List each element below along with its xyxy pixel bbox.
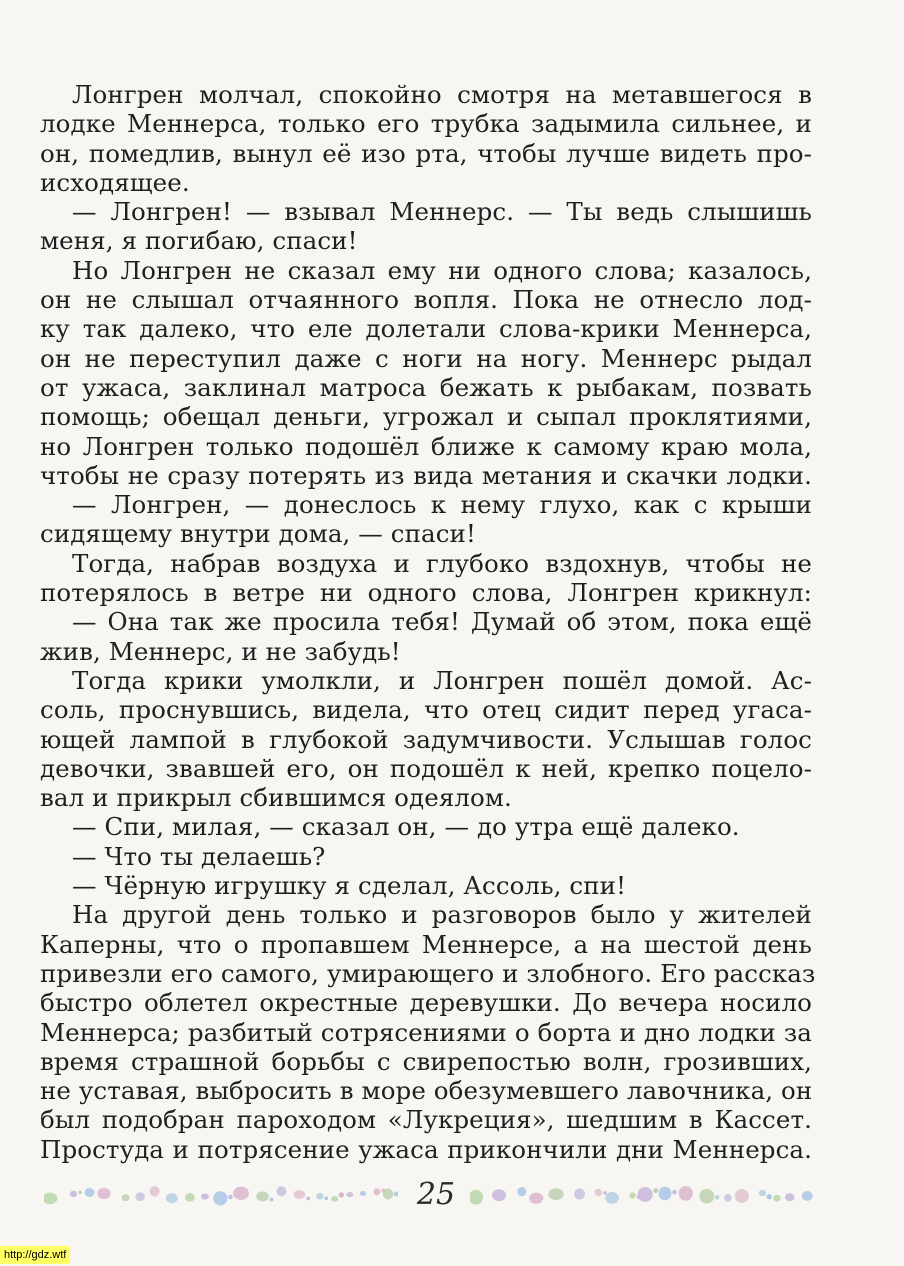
text-line: не уставая, выбросить в море обезумевшего лавочника, он [40,1076,813,1106]
decorative-dot [213,1191,227,1205]
text-line: быстро облетел окрестные деревушки. До вечера носило [40,988,812,1018]
decorative-dot [339,1192,344,1197]
text-line: потерялось в ветре ни одного слова, Лонгрен крикнул: [40,578,812,608]
text-line: Но Лонгрен не сказал ему ни одного слова; казалось, [72,255,812,285]
text-line: Лонгрен молчал, спокойно смотря на метавшегося в [72,80,812,109]
decorative-dot [294,1190,305,1199]
decorative-dot [574,1188,585,1199]
text-line: жив, Меннерс, и не забудь! [40,636,401,666]
decorative-dot [658,1187,671,1201]
decorative-dot [517,1187,526,1196]
decorative-dot [277,1186,287,1196]
decorative-dot [735,1189,749,1203]
decorative-dots-left [44,1179,398,1211]
text-line: время страшной борьбы с свирепостью волн, грозивших, [40,1046,812,1076]
decorative-dot [383,1189,393,1200]
decorative-dot [672,1190,677,1195]
decorative-dot [166,1193,178,1203]
text-line: ющей лампой в глубокой задумчивости. Услышав голос [40,724,812,754]
decorative-dot [638,1187,653,1202]
decorative-dot [802,1191,813,1201]
text-line: но Лонгрен только подошёл ближе к самому краю мола, [40,431,812,461]
text-line: Тогда, набрав воздуха и глубоко вздохнув, чтобы не [72,548,812,578]
decorative-dot [767,1194,772,1199]
decorative-dot [233,1187,249,1200]
page-text [40,80,816,1164]
decorative-dot [548,1188,563,1200]
decorative-dot [773,1195,780,1202]
text-line: соль, проснувшись, видела, что отец сидит перед угаса- [40,695,812,725]
text-line: ку так далеко, что еле долетали слова-крики Меннерса, [40,314,812,344]
text-line: он, помедлив, вынул её изо рта, чтобы лучше видеть про- [40,138,812,168]
text-line: — Спи, милая, — сказал он, — до утра ещё далеко. [72,812,740,842]
text-line: Каперны, что о пропавшем Меннерсе, а на шестой день [40,929,812,959]
decorative-dot [78,1191,81,1194]
text-line: девочки, звавшей его, он подошёл к ней, крепко поцело- [40,753,812,783]
decorative-dot [270,1198,274,1202]
text-line: чтобы не сразу потерять из вида метания и скачки лодки. [40,460,812,490]
text-line: сидящему внутри дома, — спаси! [40,519,476,549]
decorative-dot [595,1189,603,1197]
text-line: Простуда и потрясение ужаса прикончили дни Меннерса. [40,1134,812,1164]
decorative-dot [122,1194,130,1201]
decorative-dot [679,1186,693,1201]
decorative-dot [629,1192,636,1198]
decorative-dot [394,1191,398,1196]
text-line: от ужаса, заклинал матроса бежать к рыбакам, позвать [40,372,812,402]
decorative-dot [97,1188,110,1199]
decorative-dot [605,1192,619,1204]
decorative-dot [373,1188,380,1195]
text-line: вал и прикрыл сбившимся одеялом. [40,783,512,813]
decorative-dot [306,1197,310,1201]
text-line: — Чёрную игрушку я сделал, Ассоль, спи! [72,871,627,901]
decorative-dot [360,1191,366,1196]
page-footer [40,1175,830,1215]
text-line: был подобран пароходом «Лукреция», шедшим в Кассет. [40,1105,812,1135]
text-line: помощь; обещал деньги, угрожал и сыпал проклятиями, [40,402,812,432]
decorative-dot [150,1186,160,1196]
decorative-dot [70,1191,77,1198]
watermark-link[interactable]: http://gdz.wtf [0,1246,70,1264]
decorative-dot [724,1194,731,1202]
decorative-dots-right [470,1179,826,1211]
decorative-dot [653,1188,658,1193]
text-line: — Что ты делаешь? [72,841,326,871]
decorative-dot [44,1193,57,1204]
text-line: — Она так же просила тебя! Думай об этом, пока ещё [72,607,812,637]
decorative-dot [785,1193,794,1201]
decorative-dot [85,1188,95,1197]
decorative-dot [470,1190,483,1205]
text-line: Меннерса; разбитый сотрясениями о борта и дно лодки за [40,1017,812,1047]
decorative-dot [256,1191,268,1201]
decorative-dot [325,1196,329,1200]
decorative-dot [346,1192,353,1197]
decorative-dot [699,1189,714,1204]
text-line: он не слышал отчаянного вопля. Пока не отнесло лод- [40,285,812,315]
page-number: 25 [416,1177,456,1212]
decorative-dot [492,1189,506,1201]
text-line: — Лонгрен! — взывал Меннерс. — Ты ведь слышишь [72,197,812,227]
text-line: — Лонгрен, — донеслось к нему глухо, как с крыши [72,490,812,520]
decorative-dot [228,1195,233,1200]
decorative-dot [135,1192,145,1201]
decorative-dot [316,1193,323,1200]
text-line: меня, я погибаю, спаси! [40,226,358,256]
decorative-dot [201,1193,209,1199]
text-line: исходящее. [40,167,190,197]
text-line: привезли его самого, умирающего и злобного. Его рассказ [40,958,816,988]
text-line: он не переступил даже с ноги на ногу. Меннерс рыдал [40,343,812,373]
decorative-dot [603,1191,606,1194]
decorative-dot [715,1195,719,1199]
text-line: Тогда крики умолкли, и Лонгрен пошёл домой. Ас- [72,665,812,695]
decorative-dot [185,1193,195,1202]
text-line: лодке Меннерса, только его трубка задымила сильнее, и [40,109,812,139]
decorative-dot [331,1196,338,1201]
text-line: На другой день только и разговоров было у жителей [72,900,812,930]
decorative-dot [759,1190,766,1196]
decorative-dot [529,1193,543,1204]
